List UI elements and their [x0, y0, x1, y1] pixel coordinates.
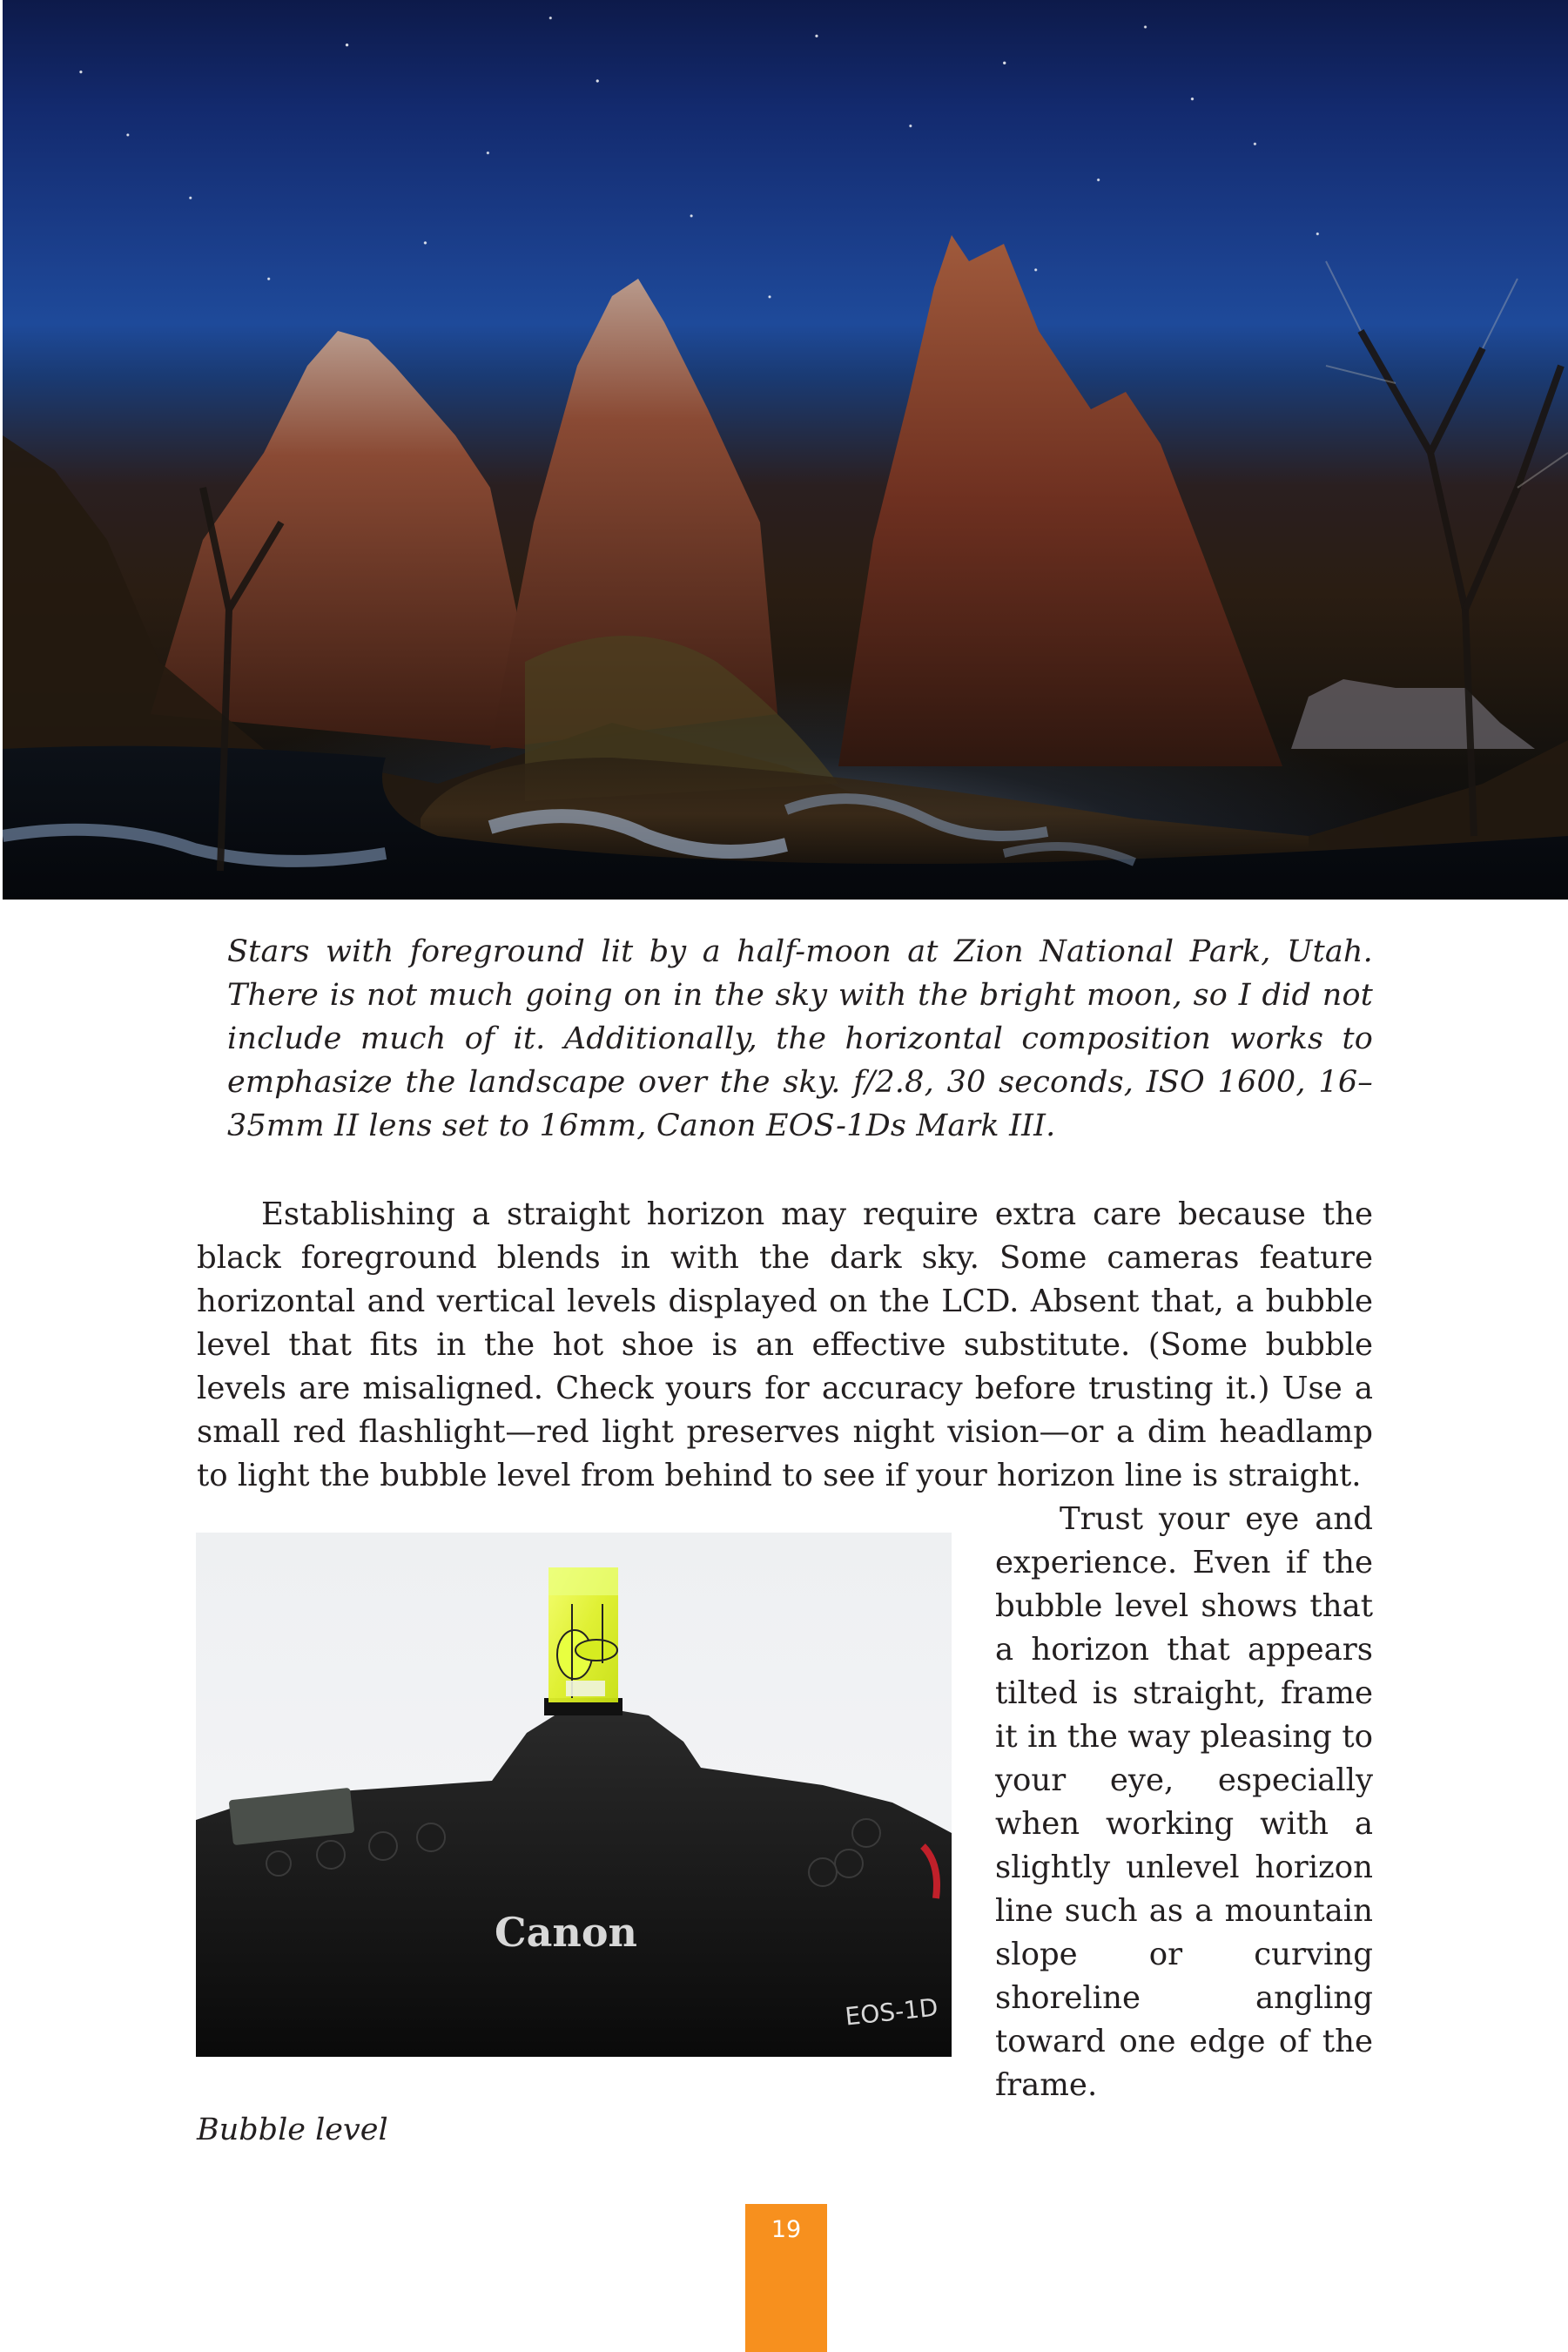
hero-photo [3, 0, 1568, 900]
landscape-illustration [3, 0, 1568, 900]
page-number-tab [745, 2204, 827, 2352]
figure-caption: Bubble level [197, 2113, 388, 2147]
camera-model-label: EOS-1D [844, 1992, 939, 2032]
page-number: 19 [771, 2216, 802, 2243]
camera-brand-logo: Canon [495, 1909, 637, 1956]
bubble-level-photo [196, 1533, 952, 2057]
camera-bubble-level-illustration [196, 1533, 952, 2057]
side-paragraph: Trust your eye and experience. Even if the bubble level shows that a horizon that appears tilted is straight, frame it in the way pleasing to your eye, especially when working with a slightly unlevel horizon line such as a mountain slope or curving shoreline angling toward one edge of the frame. [995, 1501, 1373, 2103]
hero-caption: Stars with foreground lit by a half-moon at Zion National Park, Utah. There is not much going on in the sky with the bright moon, so I did not include much of it. Additionally, the horizontal composition works to emphasize the landscape over the sky. f/2.8, 30 seconds, ISO 1600, 16–35mm II lens set to 16mm, Canon EOS-1Ds Mark III. [227, 934, 1373, 1143]
body-paragraph: Establishing a straight horizon may require extra care because the black foreground blends in with the dark sky. Some cameras feature horizontal and vertical levels displayed on the LCD. Absent that, a bubble level that fits in the hot shoe is an effective substitute. (Some bubble levels are misaligned. Check yours for accuracy before trusting it.) Use a small red flashlight—red light preserves night vision—or a dim headlamp to light the bubble level from behind to see if your horizon line is straight. [197, 1196, 1373, 1493]
